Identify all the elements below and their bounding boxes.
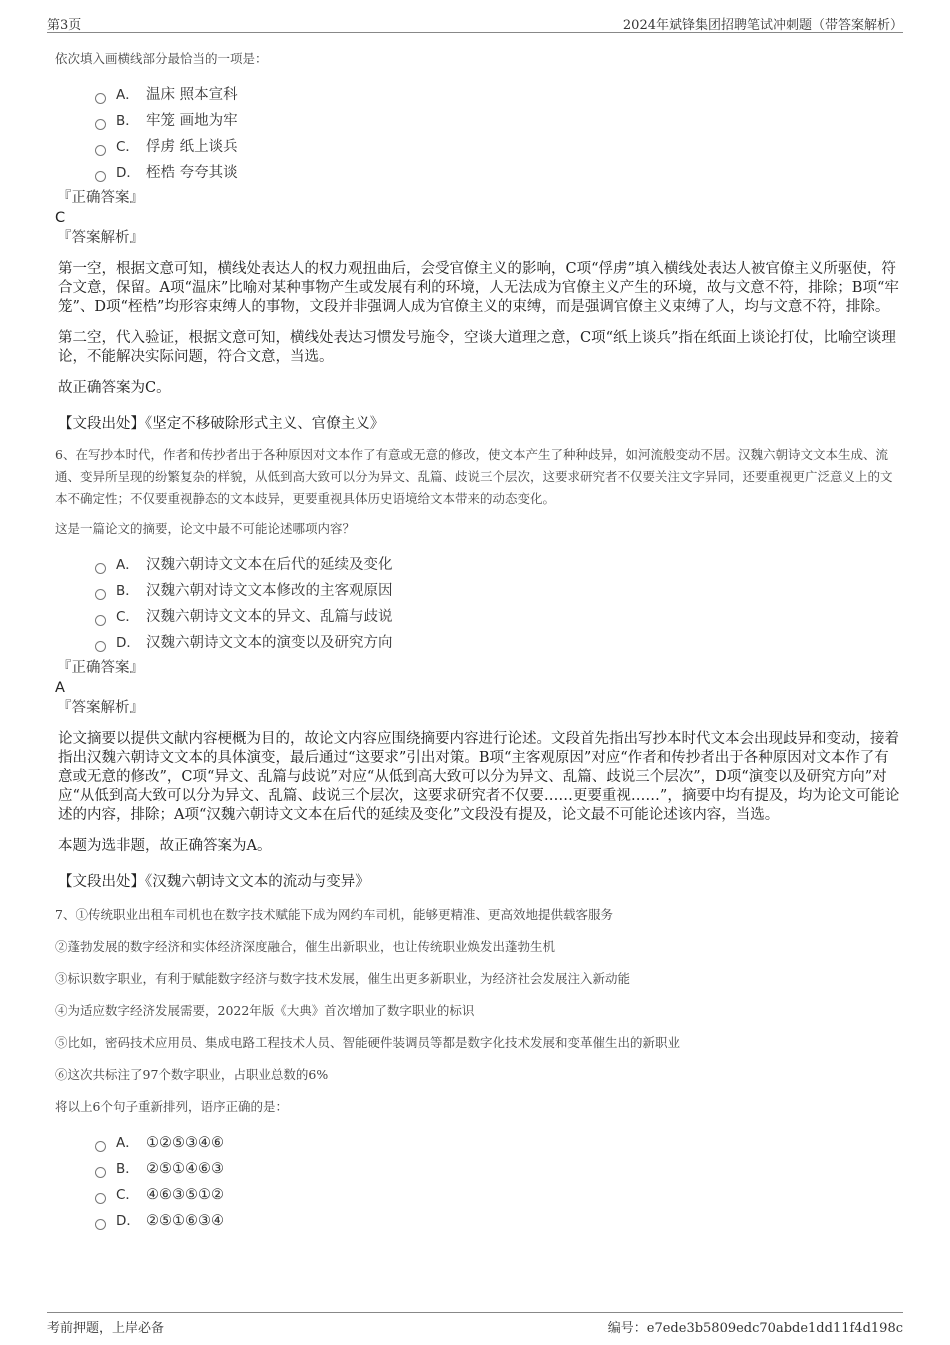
answer-label: 『正确答案』 — [57, 190, 144, 206]
radio-icon[interactable] — [95, 1167, 106, 1178]
footer-slogan: 考前押题，上岸必备 — [47, 1321, 165, 1336]
source-citation: 【文段出处】《汉魏六朝诗文文本的流动与变异》 — [58, 874, 370, 890]
analysis-label: 『答案解析』 — [57, 700, 144, 716]
radio-icon[interactable] — [95, 589, 106, 600]
q7-sentence: ⑥这次共标注了97个数字职业，占职业总数的6% — [55, 1067, 329, 1082]
q7-option-b[interactable]: B． ②⑤①④⑥③ — [95, 1156, 900, 1182]
page-header — [47, 12, 903, 33]
q6-stem: 6、在写抄本时代，作者和传抄者出于各种原因对文本作了有意或无意的修改，使文本产生了种种歧异，如河流般变动不居。汉魏六朝诗文文本生成、流通、变异所呈现的纷繁复杂的样貌，从低到高大致可以分为异文、乱篇、歧说三个层次，这要求研究者不仅要关注文字异同，还要重视更广泛意义上的文本不确定性；不仅要重视静态的文本歧异，更要重视具体历史语境给文本带来的动态变化。 — [55, 447, 893, 506]
page-number: 第3页 — [47, 18, 82, 33]
answer-label: 『正确答案』 — [57, 660, 144, 676]
radio-icon[interactable] — [95, 93, 106, 104]
q6-prompt: 这是一篇论文的摘要，论文中最不可能论述哪项内容？ — [55, 521, 356, 536]
analysis-label: 『答案解析』 — [57, 230, 144, 246]
q6-options — [95, 552, 900, 656]
document-title: 2024年斌锋集团招聘笔试冲刺题（带答案解析） — [622, 18, 903, 33]
q5-option-c[interactable]: C． 俘虏 纸上谈兵 — [95, 134, 900, 160]
q5-option-a[interactable]: A． 温床 照本宣科 — [95, 82, 900, 108]
analysis-conclusion: 本题为选非题，故正确答案为A。 — [58, 838, 272, 854]
answer-value: C — [55, 210, 66, 226]
analysis-paragraph: 第二空，代入验证，根据文意可知，横线处表达习惯发号施令，空谈大道理之意，C项“纸上谈兵”指在纸面上谈论打仗，比喻空谈理论，不能解决实际问题，符合文意，当选。 — [58, 330, 896, 365]
q7-sentence: ⑤比如，密码技术应用员、集成电路工程技术人员、智能硬件装调员等都是数字化技术发展和变革催生出的新职业 — [55, 1035, 681, 1050]
q7-sentence: ③标识数字职业，有利于赋能数字经济与数字技术发展，催生出更多新职业，为经济社会发展注入新动能 — [55, 971, 631, 986]
radio-icon[interactable] — [95, 119, 106, 130]
q7-option-a[interactable]: A． ①②⑤③④⑥ — [95, 1130, 900, 1156]
radio-icon[interactable] — [95, 1141, 106, 1152]
q7-sentence: 7、①传统职业出租车司机也在数字技术赋能下成为网约车司机，能够更精准、更高效地提供载客服务 — [55, 907, 613, 922]
radio-icon[interactable] — [95, 1193, 106, 1204]
radio-icon[interactable] — [95, 145, 106, 156]
q5-option-b[interactable]: B． 牢笼 画地为牢 — [95, 108, 900, 134]
q5-option-d[interactable]: D． 桎梏 夸夸其谈 — [95, 160, 900, 186]
q6-option-b[interactable]: B． 汉魏六朝对诗文文本修改的主客观原因 — [95, 578, 900, 604]
radio-icon[interactable] — [95, 171, 106, 182]
q5-options — [95, 82, 900, 186]
q7-options — [95, 1130, 900, 1234]
q6-option-a[interactable]: A． 汉魏六朝诗文文本在后代的延续及变化 — [95, 552, 900, 578]
page-content — [55, 48, 900, 1236]
q7-prompt: 将以上6个句子重新排列，语序正确的是： — [55, 1099, 288, 1114]
q6-option-c[interactable]: C． 汉魏六朝诗文文本的异文、乱篇与歧说 — [95, 604, 900, 630]
answer-value: A — [55, 680, 65, 696]
analysis-conclusion: 故正确答案为C。 — [58, 380, 171, 396]
q7-sentence: ②蓬勃发展的数字经济和实体经济深度融合，催生出新职业，也让传统职业焕发出蓬勃生机 — [55, 939, 556, 954]
q7-option-d[interactable]: D． ②⑤①⑥③④ — [95, 1208, 900, 1234]
q6-option-d[interactable]: D． 汉魏六朝诗文文本的演变以及研究方向 — [95, 630, 900, 656]
analysis-paragraph: 论文摘要以提供文献内容梗概为目的，故论文内容应围绕摘要内容进行论述。文段首先指出写抄本时代文本会出现歧异和变动，接着指出汉魏六朝诗文文本的具体演变，最后通过“这要求”引出对策。B项“主客观原因”对应“作者和传抄者出于各种原因对文本作了有意或无意的修改”，C项“异文、乱篇与歧说”对应“从低到高大致可以分为异文、乱篇、歧说三个层次”，D项“演变以及研究方向”对应“从低到高大致可以分为异文、乱篇、歧说三个层次，这要求研究者不仅要……更要重视……”，摘要中均有提及，均为论文可能论述的内容，排除；A项“汉魏六朝诗文文本在后代的延续及变化”文段没有提及，论文最不可能论述该内容，当选。 — [58, 731, 900, 823]
page-footer — [47, 1312, 903, 1335]
q7-option-c[interactable]: C． ④⑥③⑤①② — [95, 1182, 900, 1208]
analysis-paragraph: 第一空，根据文意可知，横线处表达人的权力观扭曲后，会受官僚主义的影响，C项“俘虏”填入横线处表达人被官僚主义所驱使，符合文意，保留。A项“温床”比喻对某种事物产生或发展有利的环境，人无法成为官僚主义产生的环境，故与文意不符，排除；B项“牢笼”、D项“桎梏”均形容束缚人的事物，文段并非强调人成为官僚主义的束缚，而是强调官僚主义束缚了人，均与文意不符，排除。 — [58, 261, 899, 315]
document-id: 编号：e7ede3b5809edc70abde1dd11f4d198c — [607, 1321, 903, 1336]
radio-icon[interactable] — [95, 1219, 106, 1230]
q7-sentence: ④为适应数字经济发展需要，2022年版《大典》首次增加了数字职业的标识 — [55, 1003, 475, 1018]
q5-prompt: 依次填入画横线部分最恰当的一项是： — [55, 51, 268, 66]
source-citation: 【文段出处】《坚定不移破除形式主义、官僚主义》 — [58, 416, 385, 432]
radio-icon[interactable] — [95, 615, 106, 626]
radio-icon[interactable] — [95, 563, 106, 574]
radio-icon[interactable] — [95, 641, 106, 652]
